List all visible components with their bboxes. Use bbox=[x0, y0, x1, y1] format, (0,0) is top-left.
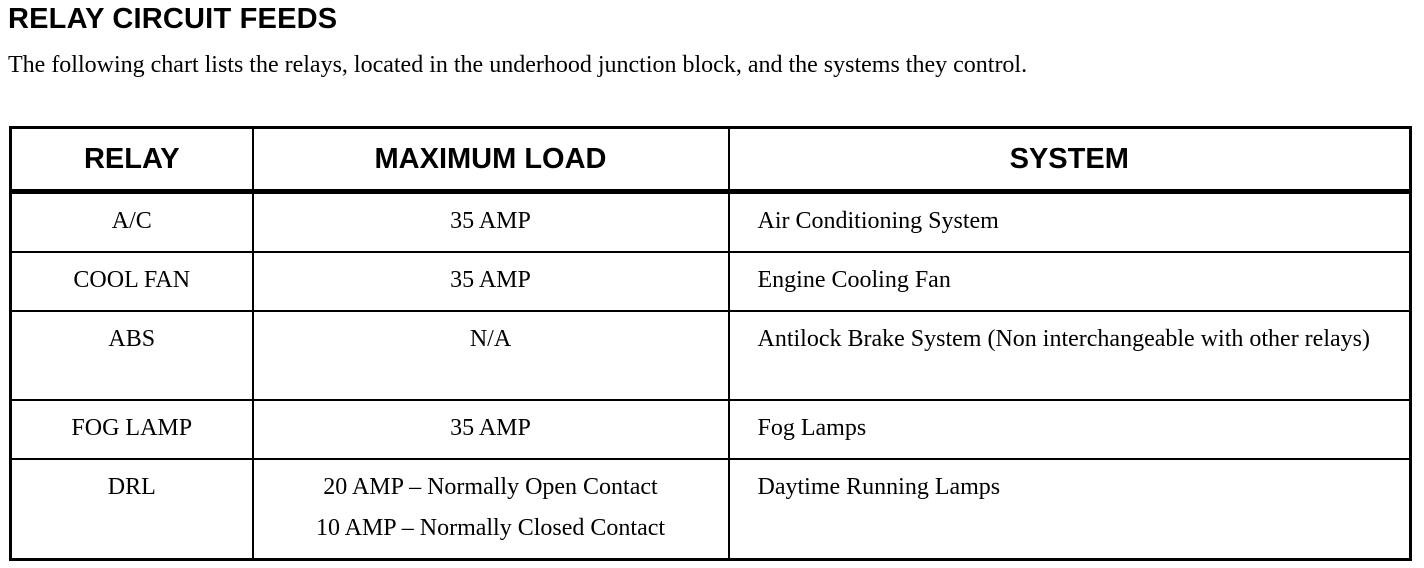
relay-cell: DRL bbox=[11, 459, 253, 560]
load-cell bbox=[253, 459, 729, 560]
load-value: 35 AMP bbox=[450, 267, 531, 293]
table-row bbox=[11, 459, 1411, 560]
load-value: 35 AMP bbox=[450, 208, 531, 234]
load-value: 35 AMP bbox=[450, 415, 531, 441]
relay-cell: FOG LAMP bbox=[11, 400, 253, 459]
relay-cell: ABS bbox=[11, 311, 253, 400]
header-maximum-load: MAXIMUM LOAD bbox=[253, 128, 729, 192]
load-value: 20 AMP – Normally Open Contact bbox=[323, 474, 658, 500]
table-row bbox=[11, 192, 1411, 253]
relay-cell: COOL FAN bbox=[11, 252, 253, 311]
system-cell: Engine Cooling Fan bbox=[729, 252, 1411, 311]
system-cell: Antilock Brake System (Non interchangeable with other relays) bbox=[729, 311, 1411, 400]
system-cell: Fog Lamps bbox=[729, 400, 1411, 459]
table-row bbox=[11, 311, 1411, 400]
relay-cell: A/C bbox=[11, 192, 253, 253]
header-system: SYSTEM bbox=[729, 128, 1411, 192]
relay-table bbox=[9, 126, 1412, 561]
load-value: 10 AMP – Normally Closed Contact bbox=[315, 515, 666, 541]
page-title: RELAY CIRCUIT FEEDS bbox=[8, 3, 338, 35]
table-row bbox=[11, 252, 1411, 311]
table-header-row bbox=[11, 128, 1411, 192]
system-cell: Daytime Running Lamps bbox=[729, 459, 1411, 560]
load-value: N/A bbox=[469, 326, 512, 352]
load-cell bbox=[253, 192, 729, 253]
intro-text: The following chart lists the relays, located in the underhood junction block, and the systems they control. bbox=[8, 52, 1028, 78]
load-cell bbox=[253, 252, 729, 311]
load-cell bbox=[253, 400, 729, 459]
system-cell: Air Conditioning System bbox=[729, 192, 1411, 253]
load-cell bbox=[253, 311, 729, 400]
table-row bbox=[11, 400, 1411, 459]
header-relay: RELAY bbox=[11, 128, 253, 192]
